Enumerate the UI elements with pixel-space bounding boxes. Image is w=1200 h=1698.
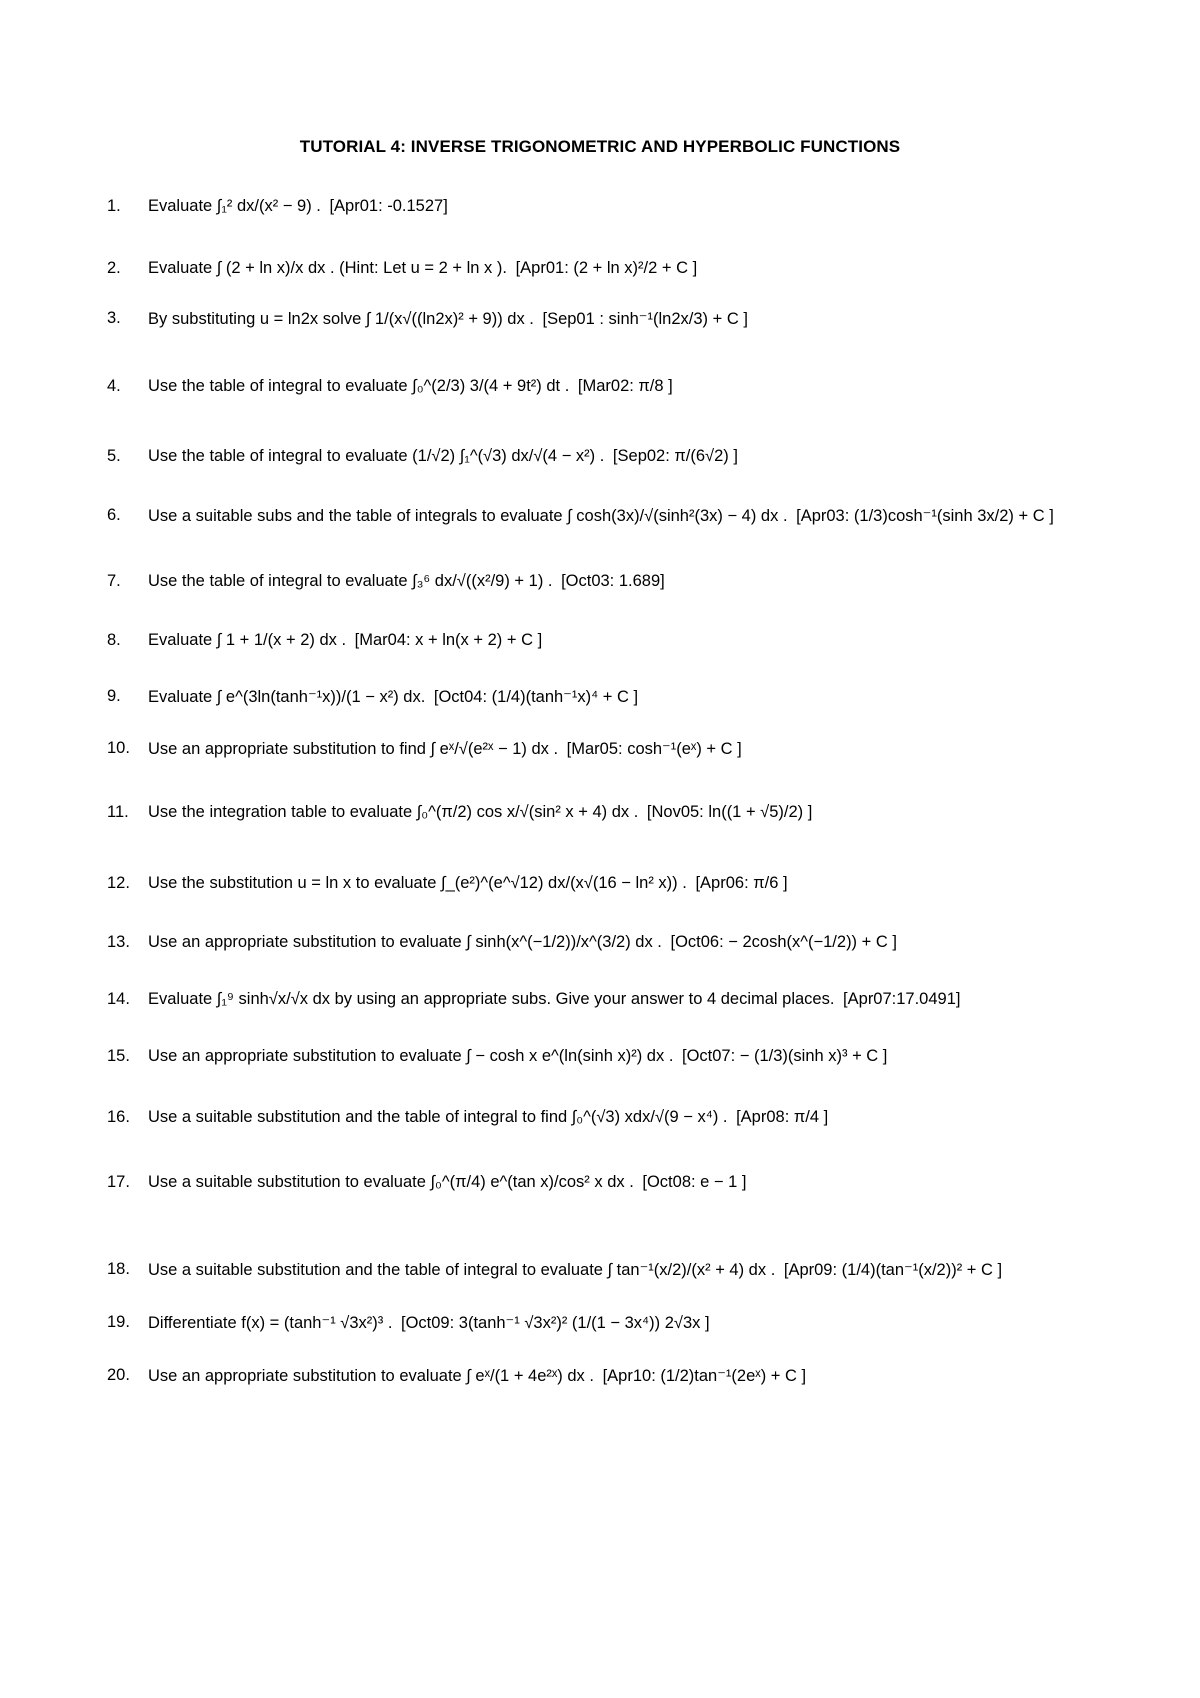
problem-text: Use an appropriate substitution to evaluate ∫ sinh(x^(−1/2))/x^(3/2) dx . bbox=[148, 933, 662, 951]
problem-answer: [Mar02: π/8 ] bbox=[577, 377, 673, 395]
problem-answer: [Apr07:17.0491] bbox=[843, 990, 961, 1008]
problem-answer: [Oct06: − 2cosh(x^(−1/2)) + C ] bbox=[670, 933, 897, 951]
problem-answer: [Oct03: 1.689] bbox=[561, 572, 665, 590]
problem-number: 16. bbox=[107, 1108, 130, 1126]
problem-answer: [Oct07: − (1/3)(sinh x)³ + C ] bbox=[682, 1047, 888, 1065]
problem-number: 4. bbox=[107, 377, 121, 395]
problem-number: 14. bbox=[107, 990, 130, 1008]
problem-answer: [Apr01: -0.1527] bbox=[329, 197, 448, 215]
problem-text: Evaluate ∫ (2 + ln x)/x dx . (Hint: Let u = 2 + ln x ). bbox=[148, 259, 507, 277]
problem-answer: [Sep01 : sinh⁻¹(ln2x/3) + C ] bbox=[542, 310, 748, 328]
problem-number: 1. bbox=[107, 197, 121, 215]
problem-text: Use a suitable subs and the table of integrals to evaluate ∫ cosh(3x)/√(sinh²(3x) − 4) dx . bbox=[148, 507, 788, 525]
problem-answer: [Apr10: (1/2)tan⁻¹(2eˣ) + C ] bbox=[602, 1367, 807, 1385]
problem-answer: [Apr01: (2 + ln x)²/2 + C ] bbox=[515, 259, 698, 277]
problem-answer: [Oct04: (1/4)(tanh⁻¹x)⁴ + C ] bbox=[433, 688, 639, 706]
problem-number: 13. bbox=[107, 933, 130, 951]
problem-number: 17. bbox=[107, 1173, 130, 1191]
problem-answer: [Sep02: π/(6√2) ] bbox=[612, 447, 738, 465]
problem-number: 5. bbox=[107, 447, 121, 465]
problem-number: 3. bbox=[107, 309, 121, 327]
document-title: TUTORIAL 4: INVERSE TRIGONOMETRIC AND HYPERBOLIC FUNCTIONS bbox=[299, 137, 901, 156]
problem-text: Use a suitable substitution to evaluate ∫₀^(π/4) e^(tan x)/cos² x dx . bbox=[148, 1173, 634, 1191]
problem-text: Evaluate ∫₁² dx/(x² − 9) . bbox=[148, 197, 321, 215]
problem-number: 20. bbox=[107, 1366, 130, 1384]
problem-text: Use the table of integral to evaluate (1/√2) ∫₁^(√3) dx/√(4 − x²) . bbox=[148, 447, 605, 465]
problem-text: Use the table of integral to evaluate ∫₃⁶ dx/√((x²/9) + 1) . bbox=[148, 572, 553, 590]
problem-text: Use an appropriate substitution to evaluate ∫ eˣ/(1 + 4e²ˣ) dx . bbox=[148, 1367, 594, 1385]
problem-text: Evaluate ∫ 1 + 1/(x + 2) dx . bbox=[148, 631, 347, 649]
problem-text: Use an appropriate substitution to evaluate ∫ − cosh x e^(ln(sinh x)²) dx . bbox=[148, 1047, 674, 1065]
problem-answer: [Oct09: 3(tanh⁻¹ √3x²)² (1/(1 − 3x⁴)) 2√3x ] bbox=[401, 1314, 710, 1332]
problem-text: Evaluate ∫₁⁹ sinh√x/√x dx by using an appropriate subs. Give your answer to 4 decimal places. bbox=[148, 990, 835, 1008]
problem-text: Use the substitution u = ln x to evaluate ∫_(e²)^(e^√12) dx/(x√(16 − ln² x)) . bbox=[148, 874, 687, 892]
problem-number: 6. bbox=[107, 506, 121, 524]
problem-text: Use the table of integral to evaluate ∫₀^(2/3) 3/(4 + 9t²) dt . bbox=[148, 377, 570, 395]
problem-answer: [Mar05: cosh⁻¹(eˣ) + C ] bbox=[566, 740, 742, 758]
problem-answer: [Apr03: (1/3)cosh⁻¹(sinh 3x/2) + C ] bbox=[796, 507, 1054, 525]
problem-number: 12. bbox=[107, 874, 130, 892]
problem-answer: [Nov05: ln((1 + √5)/2) ] bbox=[646, 803, 813, 821]
problem-number: 9. bbox=[107, 687, 121, 705]
problem-number: 2. bbox=[107, 259, 121, 277]
problem-answer: [Apr06: π/6 ] bbox=[695, 874, 788, 892]
problem-number: 8. bbox=[107, 631, 121, 649]
problem-number: 19. bbox=[107, 1313, 130, 1331]
problem-number: 18. bbox=[107, 1260, 130, 1278]
problem-answer: [Apr08: π/4 ] bbox=[736, 1108, 829, 1126]
problem-text: By substituting u = ln2x solve ∫ 1/(x√((ln2x)² + 9)) dx . bbox=[148, 310, 534, 328]
problem-answer: [Mar04: x + ln(x + 2) + C ] bbox=[354, 631, 543, 649]
problem-number: 7. bbox=[107, 572, 121, 590]
problem-text: Use the integration table to evaluate ∫₀^(π/2) cos x/√(sin² x + 4) dx . bbox=[148, 803, 639, 821]
problem-text: Use a suitable substitution and the table of integral to find ∫₀^(√3) xdx/√(9 − x⁴) . bbox=[148, 1108, 728, 1126]
problem-text: Evaluate ∫ e^(3ln(tanh⁻¹x))/(1 − x²) dx. bbox=[148, 688, 426, 706]
problem-answer: [Oct08: e − 1 ] bbox=[642, 1173, 747, 1191]
problem-text: Use a suitable substitution and the table of integral to evaluate ∫ tan⁻¹(x/2)/(x² + 4) dx . bbox=[148, 1261, 776, 1279]
problem-number: 10. bbox=[107, 739, 130, 757]
problem-answer: [Apr09: (1/4)(tan⁻¹(x/2))² + C ] bbox=[783, 1261, 1003, 1279]
problem-number: 11. bbox=[107, 803, 129, 821]
problem-text: Differentiate f(x) = (tanh⁻¹ √3x²)³ . bbox=[148, 1314, 393, 1332]
problem-number: 15. bbox=[107, 1047, 130, 1065]
problem-text: Use an appropriate substitution to find ∫ eˣ/√(e²ˣ − 1) dx . bbox=[148, 740, 559, 758]
